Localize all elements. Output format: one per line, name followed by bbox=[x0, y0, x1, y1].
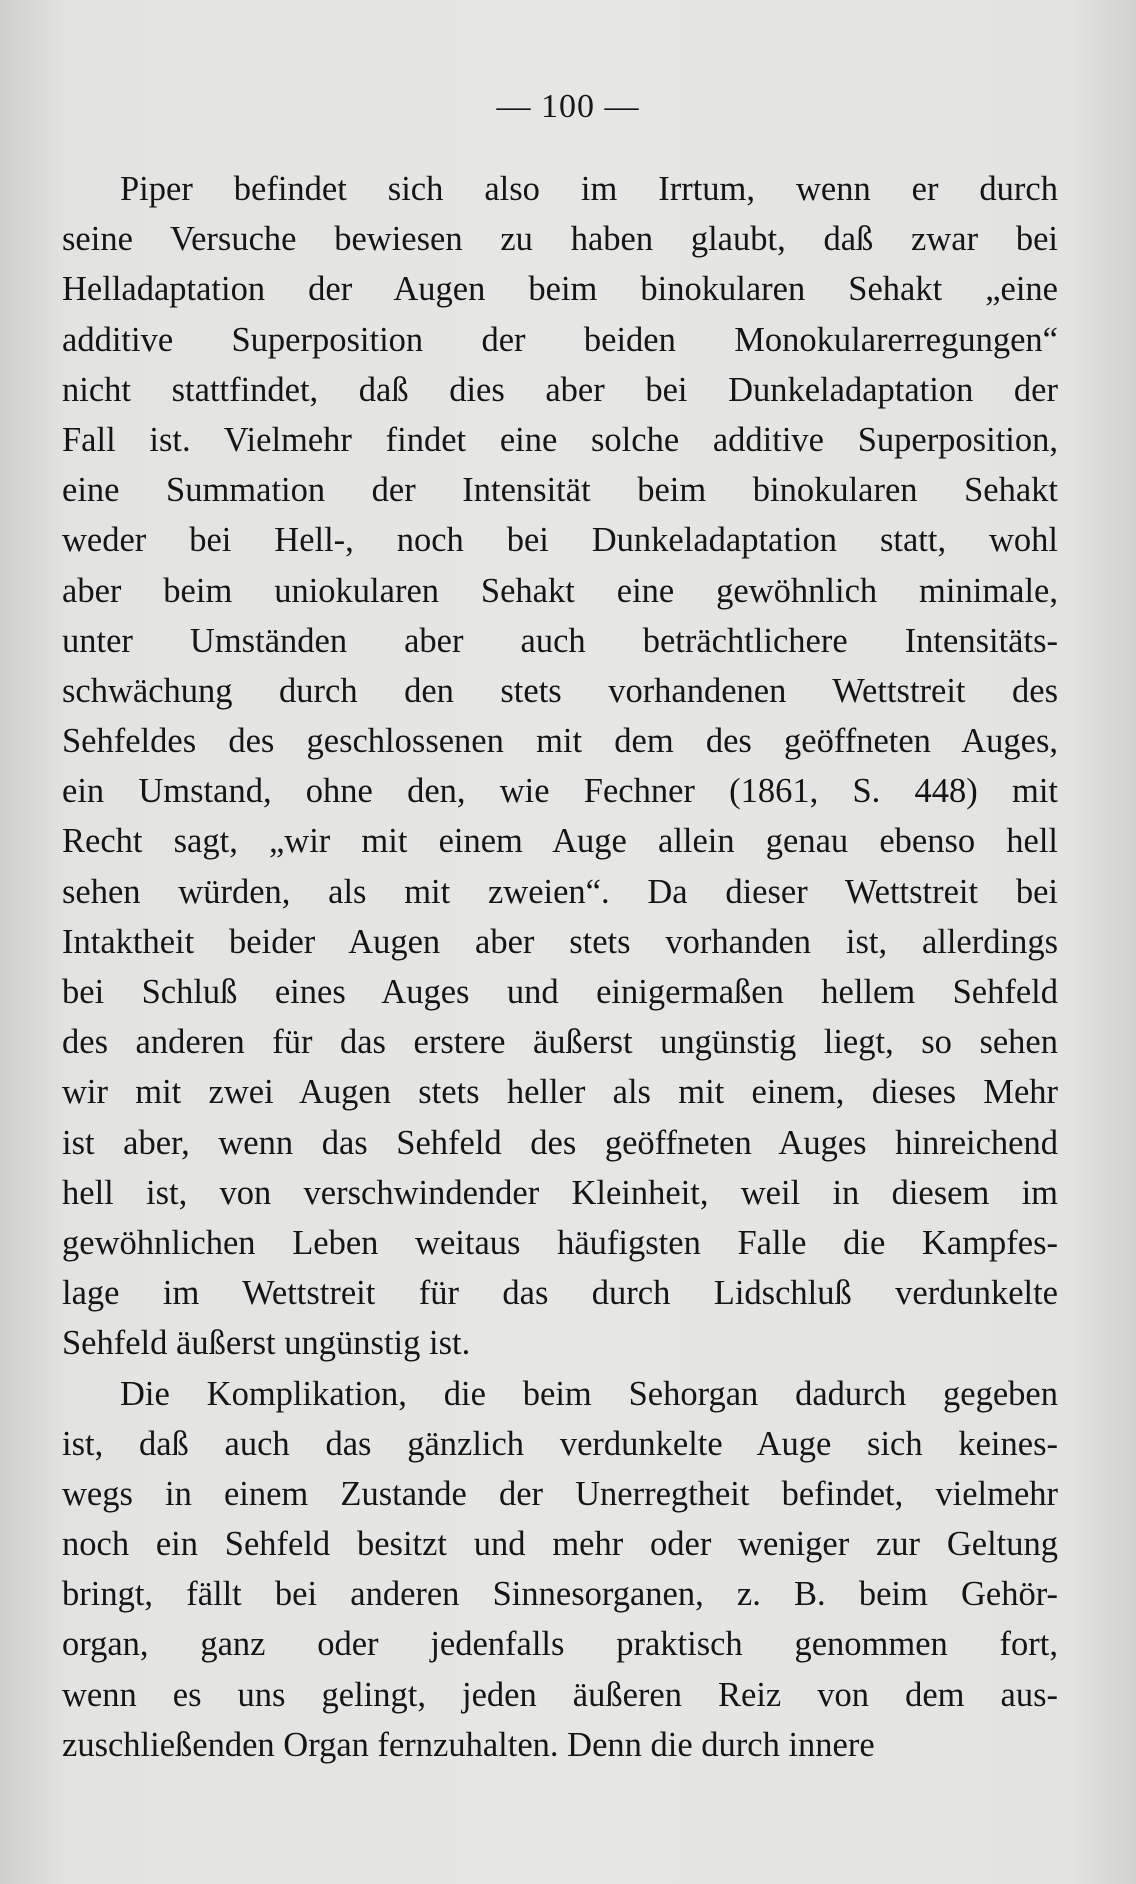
text-line: bringt, fällt bei anderen Sinnesorganen, z. B. beim Gehör- bbox=[62, 1575, 1058, 1614]
paragraph bbox=[62, 1369, 1058, 1771]
text-line: unter Umständen aber auch beträchtlichere Intensitäts- bbox=[62, 621, 1058, 660]
text-line: bei Schluß eines Auges und einigermaßen hellem Sehfeld bbox=[62, 973, 1058, 1011]
text-line: des anderen für das erstere äußerst ungünstig liegt, so sehen bbox=[62, 1023, 1058, 1062]
text-line: Fall ist. Vielmehr findet eine solche additive Superposition, bbox=[62, 420, 1058, 459]
text-line: aber beim uniokularen Sehakt eine gewöhnlich minimale, bbox=[62, 571, 1058, 610]
text-line: Intaktheit beider Augen aber stets vorhanden ist, allerdings bbox=[62, 922, 1058, 961]
text-line: wir mit zwei Augen stets heller als mit einem, dieses Mehr bbox=[62, 1073, 1058, 1112]
text-line: Die Komplikation, die beim Sehorgan dadurch gegeben bbox=[120, 1374, 1058, 1413]
body-text bbox=[62, 164, 1058, 1770]
text-line: organ, ganz oder jedenfalls praktisch genommen fort, bbox=[62, 1625, 1058, 1664]
text-line: wenn es uns gelingt, jeden äußeren Reiz von dem aus- bbox=[62, 1675, 1058, 1714]
text-line: ist aber, wenn das Sehfeld des geöffneten Auges hinreichend bbox=[62, 1123, 1058, 1162]
text-line: gewöhnlichen Leben weitaus häufigsten Falle die Kampfes- bbox=[62, 1223, 1058, 1262]
text-line: hell ist, von verschwindender Kleinheit, weil in diesem im bbox=[62, 1173, 1058, 1212]
text-line: nicht stattfindet, daß dies aber bei Dunkeladaptation der bbox=[62, 370, 1058, 409]
page-number: — 100 — bbox=[496, 88, 640, 125]
text-line: additive Superposition der beiden Monokularerregungen“ bbox=[62, 320, 1058, 359]
text-line: ist, daß auch das gänzlich verdunkelte Auge sich keines- bbox=[62, 1424, 1058, 1463]
text-line: Piper befindet sich also im Irrtum, wenn er durch bbox=[120, 170, 1058, 208]
text-line: Sehfeldes des geschlossenen mit dem des geöffneten Auges, bbox=[62, 722, 1058, 761]
text-line: Sehfeld äußerst ungünstig ist. bbox=[62, 1324, 471, 1363]
text-line: Recht sagt, „wir mit einem Auge allein genau ebenso hell bbox=[62, 822, 1058, 861]
text-line: sehen würden, als mit zweien“. Da dieser Wettstreit bei bbox=[62, 872, 1058, 911]
text-line: seine Versuche bewiesen zu haben glaubt, daß zwar bei bbox=[62, 220, 1058, 259]
text-line: schwächung durch den stets vorhandenen Wettstreit des bbox=[62, 671, 1058, 710]
text-line: Helladaptation der Augen beim binokularen Sehakt „eine bbox=[62, 270, 1058, 309]
text-line: eine Summation der Intensität beim binokularen Sehakt bbox=[62, 471, 1058, 510]
paragraph bbox=[62, 164, 1058, 1369]
text-line: noch ein Sehfeld besitzt und mehr oder weniger zur Geltung bbox=[62, 1525, 1058, 1564]
text-line: weder bei Hell-, noch bei Dunkeladaptation statt, wohl bbox=[62, 521, 1058, 560]
text-line: wegs in einem Zustande der Unerregtheit befindet, vielmehr bbox=[62, 1474, 1058, 1513]
text-line: zuschließenden Organ fernzuhalten. Denn die durch innere bbox=[62, 1725, 875, 1764]
text-line: ein Umstand, ohne den, wie Fechner (1861, S. 448) mit bbox=[62, 772, 1058, 811]
text-line: lage im Wettstreit für das durch Lidschluß verdunkelte bbox=[62, 1274, 1058, 1313]
